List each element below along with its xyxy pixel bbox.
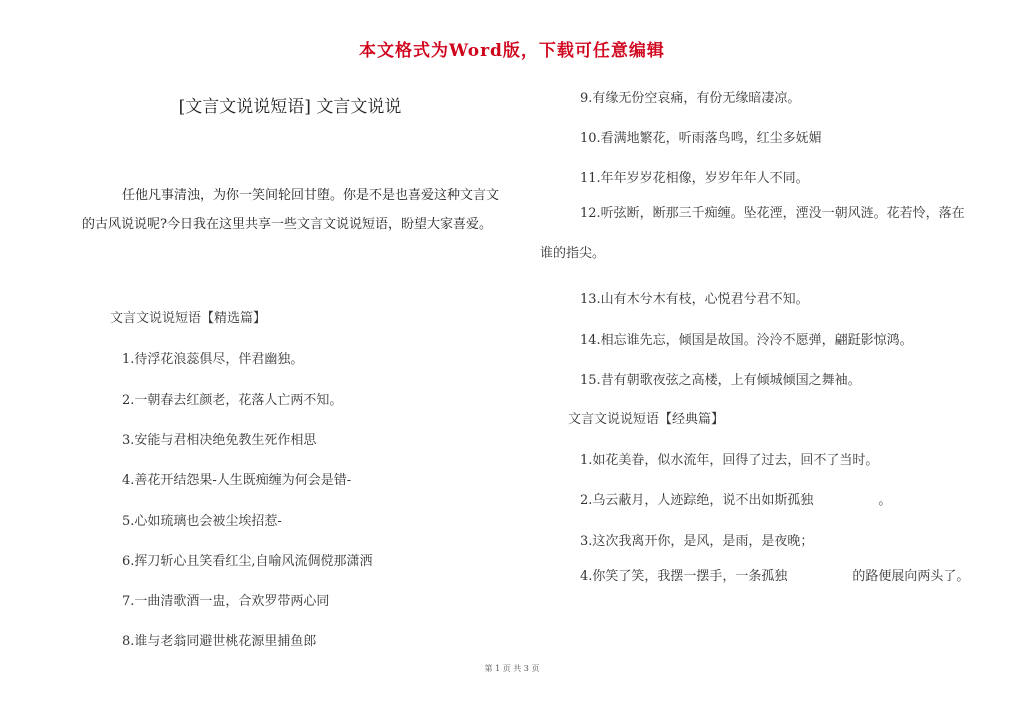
list-item: 6.挥刀斩心且笑看红尘,自喻风流倜傥那潇洒	[122, 554, 373, 569]
list-item: 1.待浮花浪蕊俱尽，伴君幽独。	[122, 352, 304, 367]
page-footer: 第 1 页 共 3 页	[484, 664, 540, 673]
list-item: 1.如花美眷，似水流年，回得了过去，回不了当时。	[580, 453, 879, 468]
list-item: 2.一朝春去红颜老，花落人亡两不知。	[122, 393, 343, 408]
list-item: 2.乌云蔽月，人迹踪绝，说不出如斯孤独 。	[580, 493, 892, 508]
list-item: 8.谁与老翁同避世桃花源里捕鱼郎	[122, 634, 317, 649]
list-item: 3.这次我离开你，是风，是雨，是夜晚；	[580, 534, 814, 549]
download-banner: 本文格式为Word版，下载可任意编辑	[359, 41, 665, 61]
list-item: 9.有缘无份空哀痛，有份无缘暗凄凉。	[580, 91, 801, 106]
list-item: 13.山有木兮木有枝，心悦君兮君不知。	[580, 292, 809, 307]
list-item: 4.你笑了笑，我摆一摆手，一条孤独 的路便展向两头了。	[580, 569, 970, 584]
section-heading-classic: 文言文说说短语【经典篇】	[568, 412, 725, 427]
list-item: 3.安能与君相决绝免教生死作相思	[122, 433, 317, 448]
list-item: 15.昔有朝歌夜弦之高楼，上有倾城倾国之舞袖。	[580, 373, 861, 388]
intro-paragraph: 任他凡事清浊，为你一笑间轮回甘堕。你是不是也喜爱这种文言文的古风说说呢?今日我在这里共享一些文言文说说短语，盼望大家喜爱。	[82, 188, 500, 232]
page-title: [文言文说说短语] 文言文说说	[178, 97, 402, 117]
list-item: 14.相忘谁先忘，倾国是故国。泠泠不愿弹，翩跹影惊鸿。	[580, 333, 913, 348]
section-heading-featured: 文言文说说短语【精选篇】	[110, 311, 267, 326]
list-item: 7.一曲清歌酒一盅，合欢罗带两心同	[122, 594, 330, 609]
list-item: 5.心如琉璃也会被尘埃招惹-	[122, 514, 282, 529]
list-item: 12.听弦断，断那三千痴缠。坠花湮，湮没一朝风涟。花若怜，落在谁的指尖。	[540, 206, 965, 261]
list-item: 4.善花开结怨果-人生既痴缠为何会是错-	[122, 473, 352, 488]
list-item: 11.年年岁岁花相像，岁岁年年人不同。	[580, 171, 809, 186]
list-item: 10.看满地繁花，听雨落鸟鸣，红尘多妩媚	[580, 131, 822, 146]
